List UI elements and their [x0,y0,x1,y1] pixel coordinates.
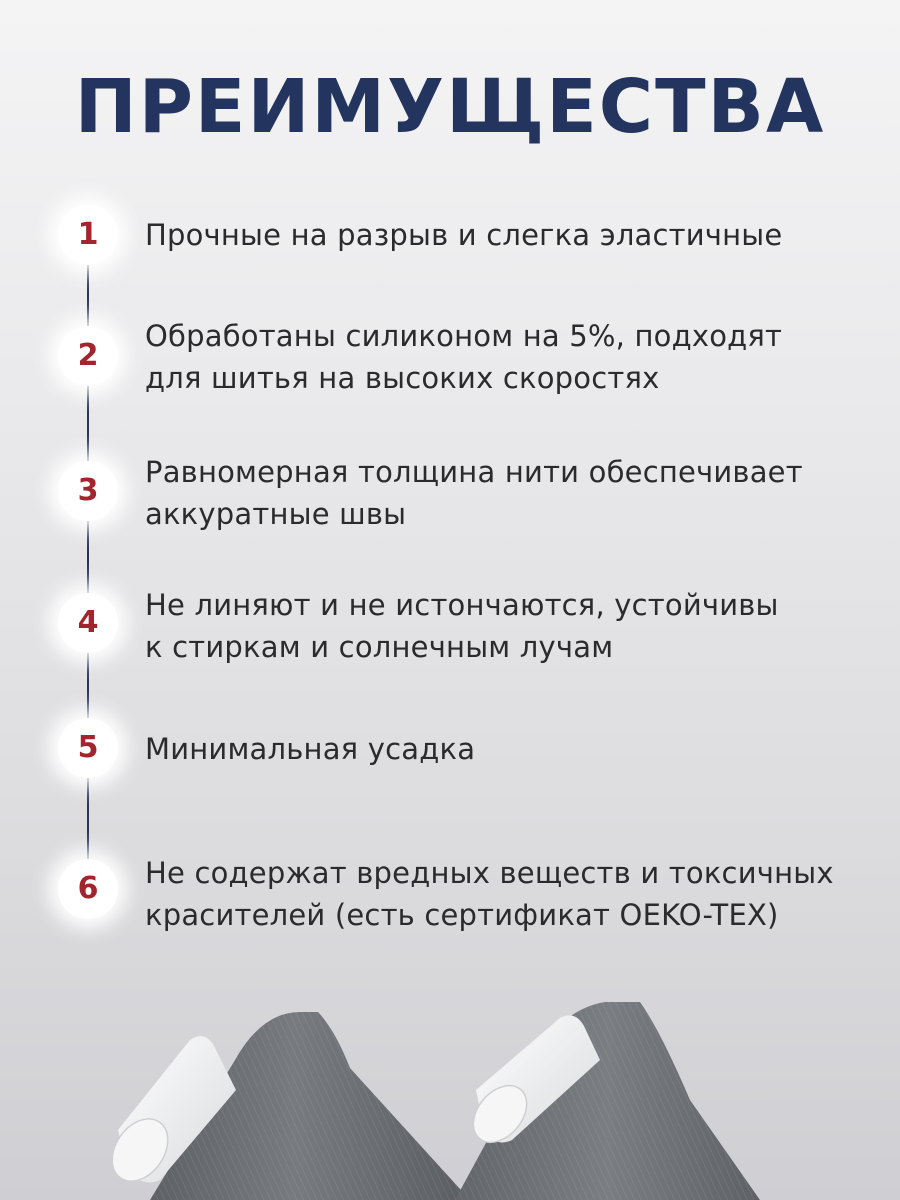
number-badge [58,859,118,919]
number-badge [58,718,118,778]
number-label: 1 [77,217,99,252]
advantage-text-line: Равномерная толщина нити обеспечивает [145,455,803,489]
advantage-text-line: красителей (есть сертификат OEKO-TEX) [145,898,779,932]
page-title: ПРЕИМУЩЕСТВА [74,64,826,150]
advantage-text-line: аккуратные швы [145,497,407,531]
number-label: 6 [77,871,99,906]
advantage-text [145,728,865,770]
advantage-text-line: Не содержат вредных веществ и токсичных [145,856,834,890]
advantage-text-line: Минимальная усадка [145,732,476,766]
number-badge [58,461,118,521]
number-label: 5 [77,730,99,765]
advantage-text [145,852,865,936]
number-label: 3 [77,473,99,508]
number-label: 2 [77,338,99,373]
number-badge [58,326,118,386]
number-label: 4 [77,605,99,640]
advantage-text [145,584,865,668]
advantage-text [145,451,865,535]
advantage-text [145,214,865,256]
advantage-text-line: для шитья на высоких скоростях [145,361,660,395]
advantage-text [145,315,865,399]
number-badge [58,593,118,653]
number-badge [58,205,118,265]
advantage-text-line: Обработаны силиконом на 5%, подходят [145,319,783,353]
advantage-text-line: к стиркам и солнечным лучам [145,630,614,664]
thread-spools-icon [0,990,900,1200]
advantage-text-line: Прочные на разрыв и слегка эластичные [145,218,783,252]
advantage-text-line: Не линяют и не истончаются, устойчивы [145,588,779,622]
